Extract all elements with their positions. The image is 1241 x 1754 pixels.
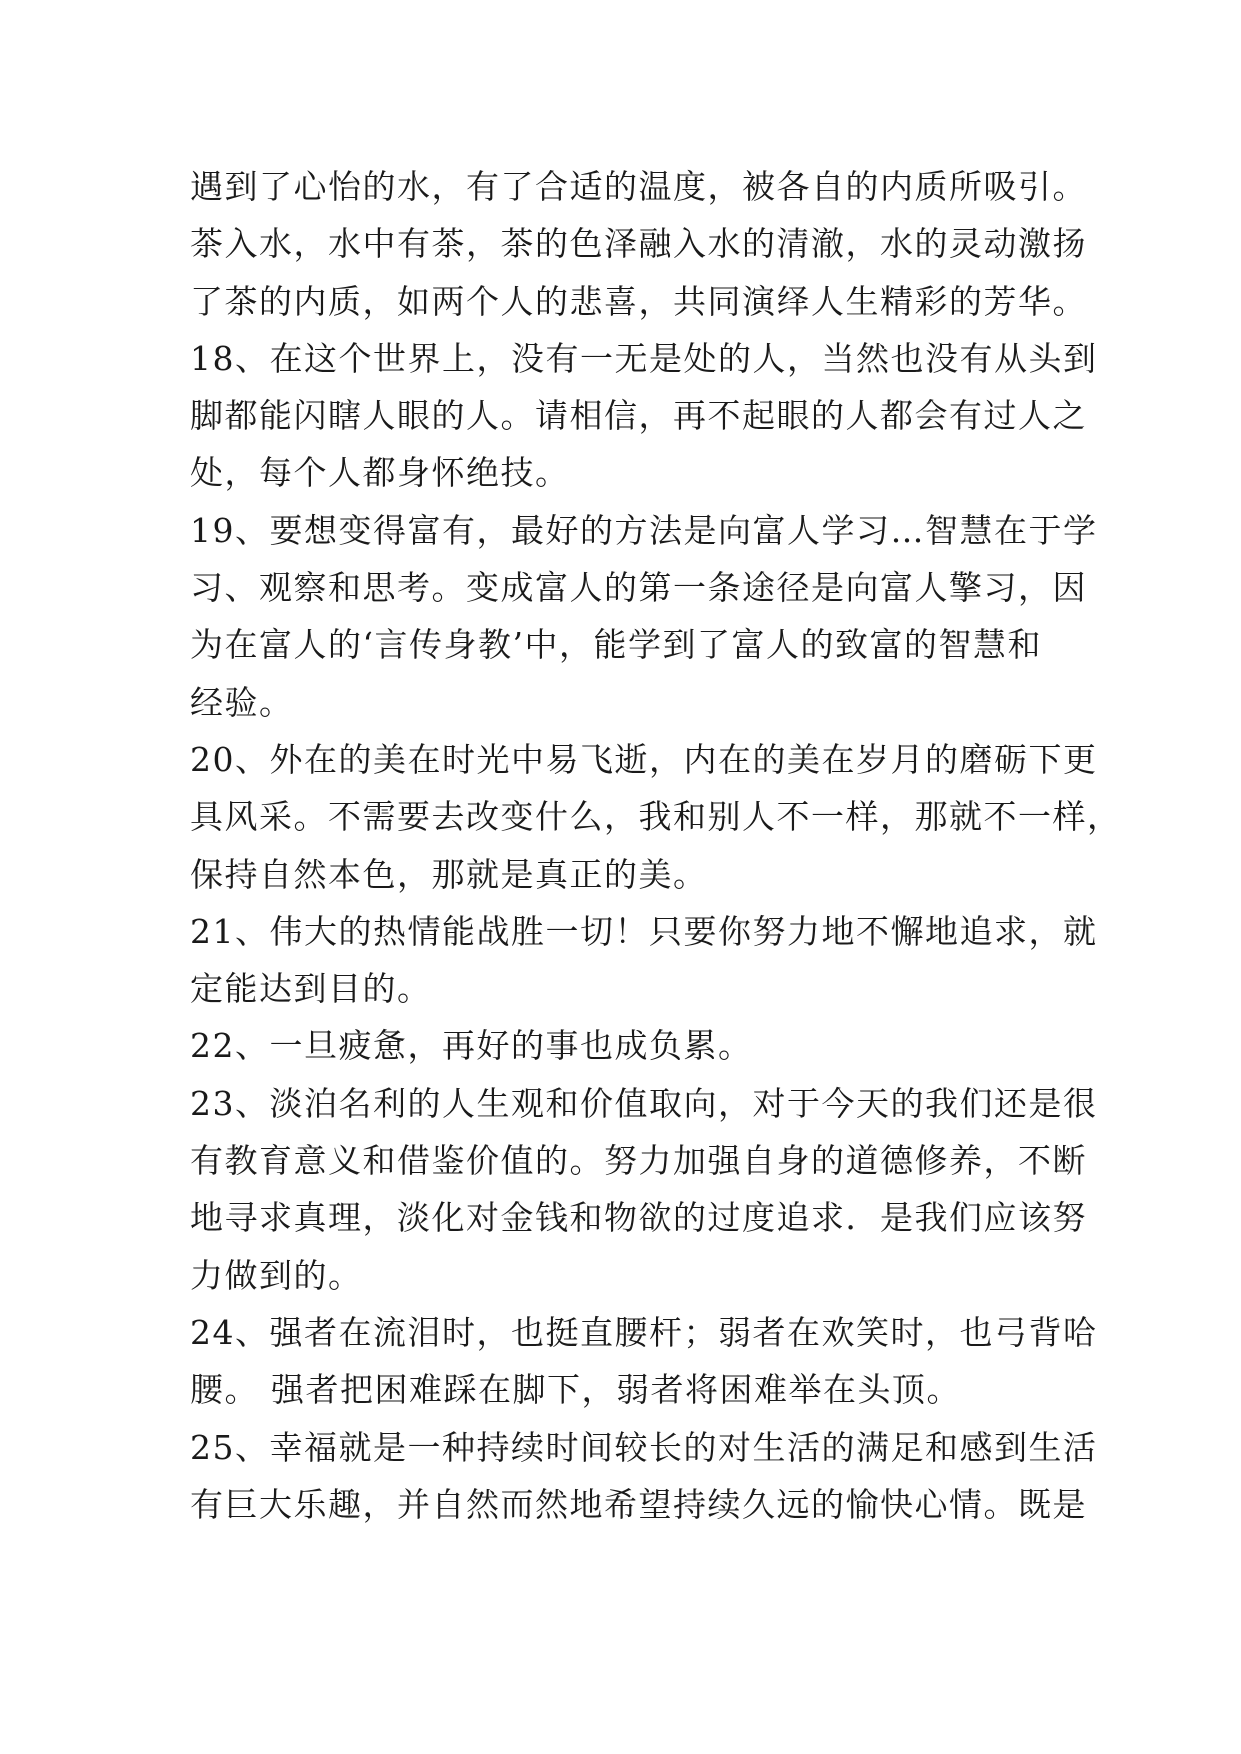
text-line: 具风采。不需要去改变什么，我和别人不一样，那就不一样， (190, 797, 1122, 837)
text-line: 18、在这个世界上，没有一无是处的人，当然也没有从头到 (190, 338, 1098, 378)
text-line: 23、淡泊名利的人生观和价值取向，对于今天的我们还是很 (190, 1083, 1098, 1123)
text-line: 习、观察和思考。变成富人的第一条途径是向富人擎习，因 (190, 568, 1087, 608)
body-text (190, 158, 1122, 1533)
text-line: 遇到了心怡的水，有了合适的温度，被各自的内质所吸引。 (190, 167, 1087, 206)
text-line: 了茶的内质，如两个人的悲喜，共同演绎人生精彩的芳华。 (190, 281, 1087, 321)
text-line: 为在富人的‘言传身教’中，能学到了富人的致富的智慧和 (190, 625, 1042, 665)
text-line: 20、外在的美在时光中易飞逝，内在的美在岁月的磨砺下更 (190, 739, 1098, 779)
text-line: 有巨大乐趣，并自然而然地希望持续久远的愉快心情。既是 (190, 1484, 1087, 1524)
text-line: 经验。 (190, 682, 294, 722)
text-line: 力做到的。 (190, 1255, 363, 1295)
text-line: 脚都能闪瞎人眼的人。请相信，再不起眼的人都会有过人之 (190, 396, 1087, 436)
text-line: 保持自然本色，那就是真正的美。 (190, 854, 708, 894)
text-line: 腰。 强者把困难踩在脚下，弱者将困难举在头顶。 (190, 1370, 961, 1410)
text-line: 24、强者在流泪时，也挺直腰杆；弱者在欢笑时，也弓背哈 (190, 1312, 1098, 1352)
text-line: 22、一旦疲惫，再好的事也成负累。 (190, 1026, 753, 1066)
text-line: 处，每个人都身怀绝技。 (190, 453, 570, 493)
text-line: 茶入水，水中有茶，茶的色泽融入水的清澈，水的灵动激扬 (190, 224, 1087, 264)
text-line: 有教育意义和借鉴价值的。努力加强自身的道德修养，不断 (190, 1141, 1087, 1181)
text-line: 21、伟大的热情能战胜一切！只要你努力地不懈地追求，就 (190, 911, 1098, 951)
text-line: 19、要想变得富有，最好的方法是向富人学习…智慧在于学 (190, 510, 1098, 550)
text-line: 地寻求真理，淡化对金钱和物欲的过度追求．是我们应该努 (190, 1198, 1087, 1238)
text-line: 25、幸福就是一种持续时间较长的对生活的满足和感到生活 (190, 1427, 1098, 1467)
text-line: 定能达到目的。 (190, 969, 432, 1009)
